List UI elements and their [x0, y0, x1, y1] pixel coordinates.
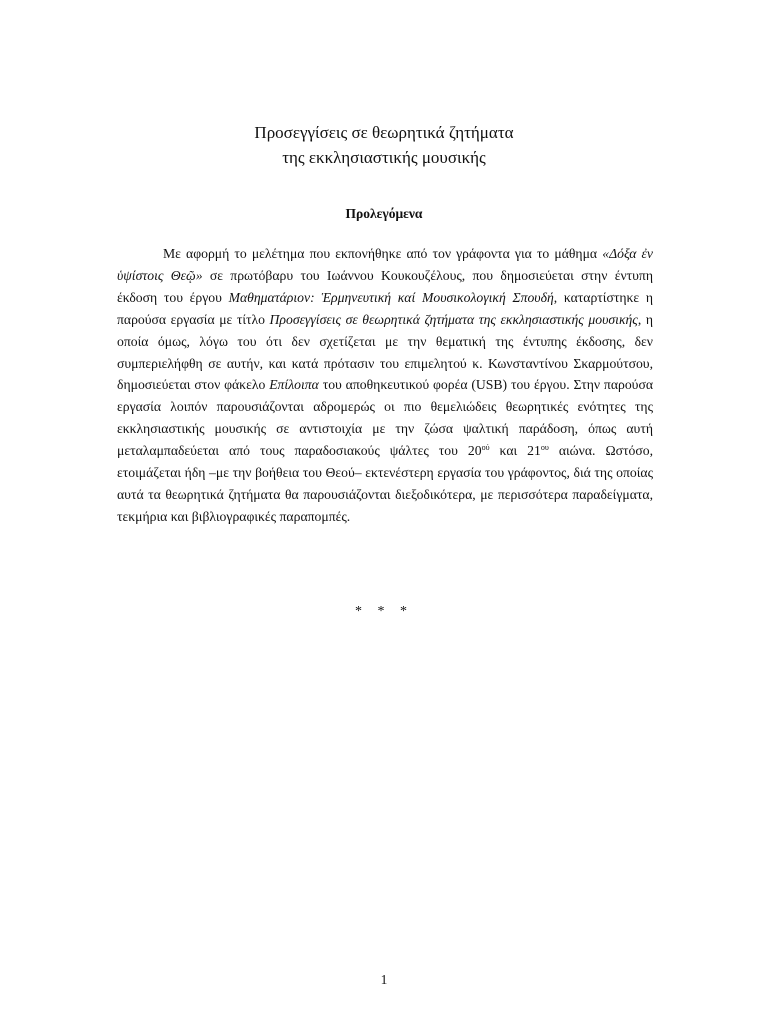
text-run-2: σε πρωτόβαρυ του Ιωάννου Κουκουζέλους, που δημοσιεύεται στην έντυπη έκδοση του έργου [117, 267, 653, 305]
superscript-1: ού [481, 443, 490, 453]
italic-run-1: «Δόξα ἐν ὑψίστοις Θεῷ» [117, 246, 653, 283]
superscript-2: ου [540, 443, 549, 453]
text-run-4: , η οποία όμως, λόγω του ότι δεν σχετίζεται με την θεματική της έντυπης έκδοσης, δεν συμπεριελήφθη σε αυτήν, και κατά πρότασιν του επιμελητού κ. Κωνσταντίνου Σκαρμούτσου, δημοσιεύεται στον φάκελο [117, 311, 653, 393]
italic-run-4: Επίλοιπα [269, 377, 319, 393]
italic-run-3: Προσεγγίσεις σε θεωρητικά ζητήματα της εκκλησιαστικής μουσικής [269, 311, 638, 327]
title-line-1: Προσεγγίσεις σε θεωρητικά ζητήματα [254, 123, 514, 142]
section-separator: * * * [355, 604, 413, 619]
body-text [117, 243, 653, 528]
section-heading: Προλεγόμενα [345, 206, 423, 221]
text-run-5: του αποθηκευτικού φορέα (USB) του έργου. Στην παρούσα εργασία λοιπόν παρουσιάζονται αδρομερώς οι πιο θεμελιώδεις θεωρητικές ενότητες της εκκλησιαστικής μουσικής σε αντιστοιχία με την ζώσα ψαλτική παράδοση, όπως αυτή μεταλαμπαδεύεται από τους παραδοσιακούς ψάλτες του 20 [117, 377, 653, 459]
italic-run-2: Μαθηματάριον: Ἑρμηνευτική καί Μουσικολογική Σπουδή [228, 289, 554, 305]
text-run-3: , καταρτίστηκε η παρούσα εργασία με τίτλο [117, 289, 653, 327]
text-run-7: αιώνα. Ωστόσο, ετοιμάζεται ήδη –με την βοήθεια του Θεού– εκτενέστερη εργασία του γράφοντος, διά της οποίας αυτά τα θεωρητικά ζητήματα θα παρουσιάζονται διεξοδικότερα, με περισσότερα παραδείγματα, τεκμήρια και βιβλιογραφικές παραπομπές. [117, 443, 653, 524]
page-number: 1 [380, 972, 388, 987]
text-run-6: και 21 [489, 443, 541, 459]
title-line-2: της εκκλησιαστικής μουσικής [282, 148, 486, 167]
paragraph [117, 243, 653, 528]
text-run-1: Με αφορμή το μελέτημα που εκπονήθηκε από τον γράφοντα για το μάθημα [163, 246, 603, 261]
document-title [0, 120, 768, 170]
